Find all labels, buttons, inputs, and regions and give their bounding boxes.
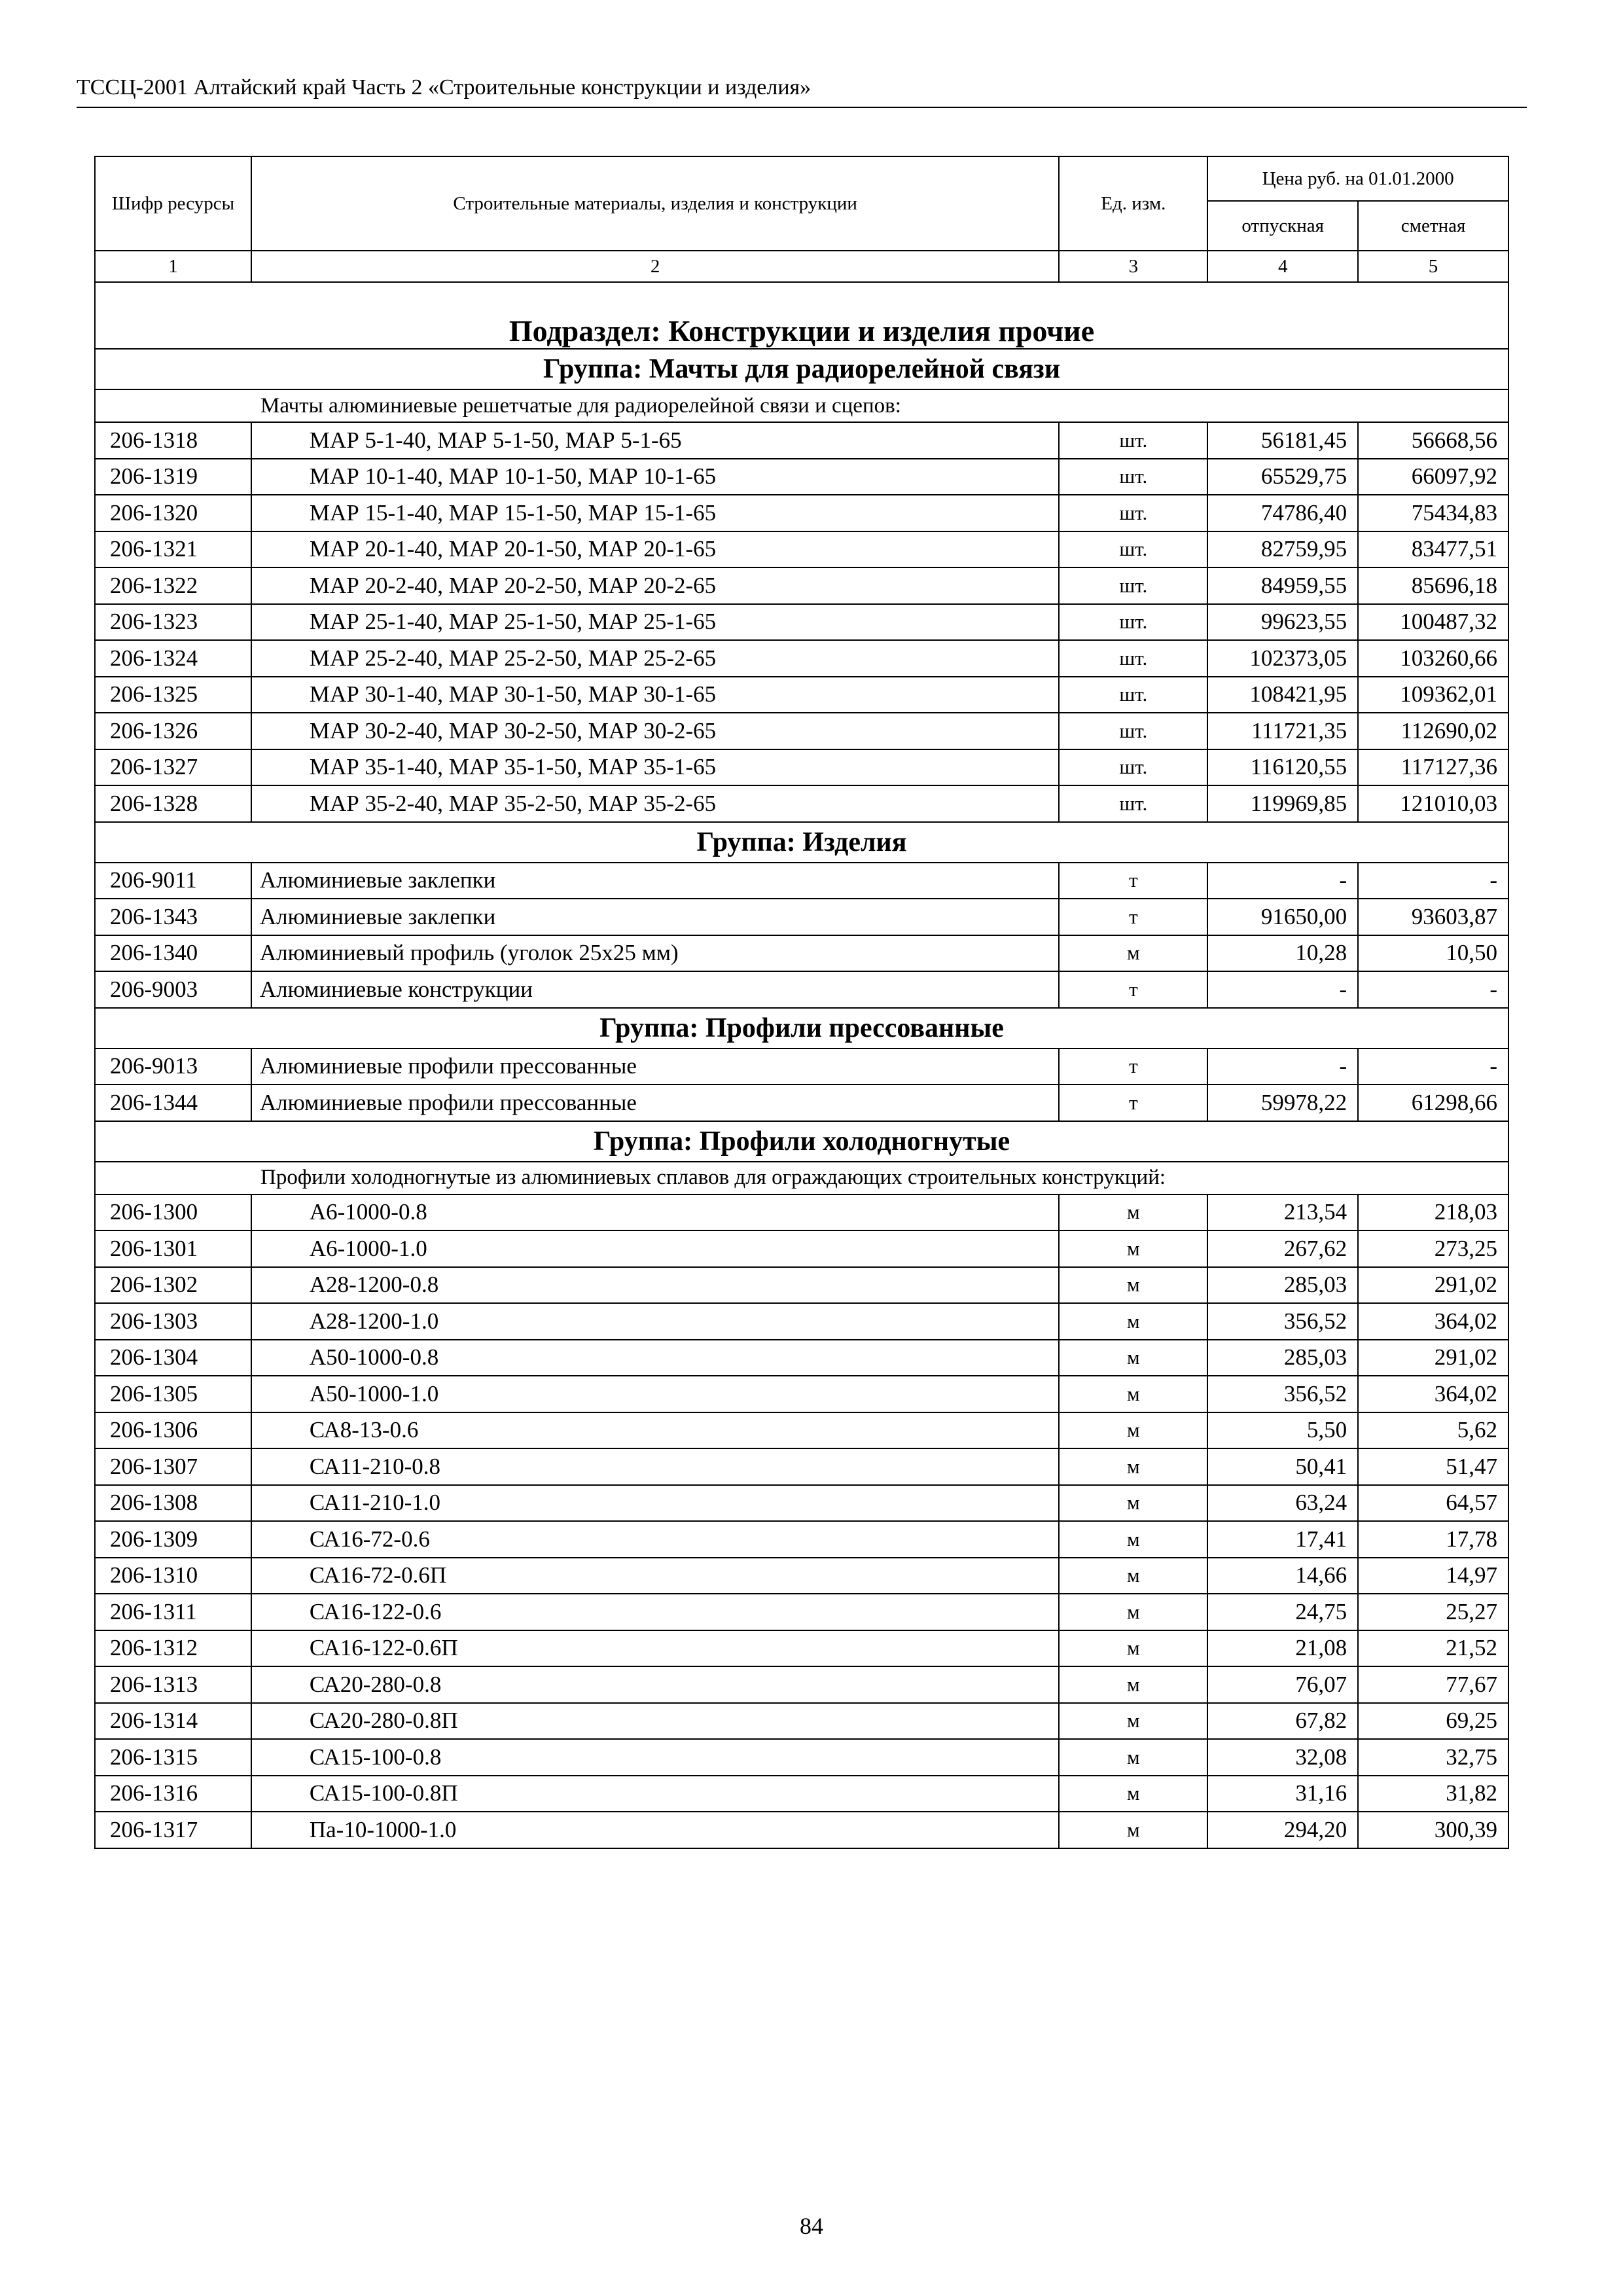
material-name: Алюминиевые заклепки bbox=[251, 863, 1060, 899]
material-name: СА8-13-0.6 bbox=[251, 1412, 1060, 1449]
table-row bbox=[95, 935, 1508, 972]
material-name: Алюминиевые заклепки bbox=[251, 899, 1060, 935]
unit-cell: т bbox=[1059, 863, 1207, 899]
resource-code: 206-1318 bbox=[95, 422, 251, 459]
unit-cell: т bbox=[1059, 1049, 1207, 1085]
estimate-price: 112690,02 bbox=[1358, 713, 1508, 749]
table-row bbox=[95, 1049, 1508, 1085]
estimate-price: 364,02 bbox=[1358, 1303, 1508, 1340]
resource-code: 206-9013 bbox=[95, 1049, 251, 1085]
release-price: 63,24 bbox=[1207, 1485, 1358, 1522]
col-price-header: Цена руб. на 01.01.2000 bbox=[1207, 156, 1508, 201]
release-price: 32,08 bbox=[1207, 1739, 1358, 1776]
estimate-price: 291,02 bbox=[1358, 1340, 1508, 1376]
table-row bbox=[95, 1776, 1508, 1812]
estimate-price: 31,82 bbox=[1358, 1776, 1508, 1812]
resource-code: 206-1300 bbox=[95, 1194, 251, 1231]
table-row bbox=[95, 749, 1508, 786]
estimate-price: 56668,56 bbox=[1358, 422, 1508, 459]
resource-code: 206-1308 bbox=[95, 1485, 251, 1522]
table-row bbox=[95, 459, 1508, 495]
resource-code: 206-1316 bbox=[95, 1776, 251, 1812]
resource-code: 206-1321 bbox=[95, 531, 251, 568]
material-name: МАР 20-2-40, МАР 20-2-50, МАР 20-2-65 bbox=[251, 567, 1060, 604]
material-name: А28-1200-1.0 bbox=[251, 1303, 1060, 1340]
unit-cell: м bbox=[1059, 1194, 1207, 1231]
table-row bbox=[95, 604, 1508, 641]
unit-cell: м bbox=[1059, 935, 1207, 972]
estimate-price: - bbox=[1358, 971, 1508, 1008]
group-note: Мачты алюминиевые решетчатые для радиорелейной связи и сцепов: bbox=[95, 389, 1508, 422]
resource-code: 206-1303 bbox=[95, 1303, 251, 1340]
resource-code: 206-1319 bbox=[95, 459, 251, 495]
material-name: Па-10-1000-1.0 bbox=[251, 1812, 1060, 1848]
resource-code: 206-1326 bbox=[95, 713, 251, 749]
col-code-header: Шифр ресурсы bbox=[95, 156, 251, 251]
table-row bbox=[95, 531, 1508, 568]
estimate-price: 300,39 bbox=[1358, 1812, 1508, 1848]
unit-cell: шт. bbox=[1059, 604, 1207, 641]
release-price: 102373,05 bbox=[1207, 640, 1358, 677]
release-price: 65529,75 bbox=[1207, 459, 1358, 495]
group-title: Группа: Мачты для радиорелейной связи bbox=[95, 349, 1508, 389]
material-name: А50-1000-1.0 bbox=[251, 1376, 1060, 1412]
table-row bbox=[95, 1630, 1508, 1667]
estimate-price: 364,02 bbox=[1358, 1376, 1508, 1412]
table-row bbox=[95, 1812, 1508, 1848]
estimate-price: 83477,51 bbox=[1358, 531, 1508, 568]
unit-cell: м bbox=[1059, 1376, 1207, 1412]
material-name: СА16-122-0.6 bbox=[251, 1594, 1060, 1630]
estimate-price: 273,25 bbox=[1358, 1230, 1508, 1267]
table-row bbox=[95, 863, 1508, 899]
table-row bbox=[95, 495, 1508, 531]
col-release-header: отпускная bbox=[1207, 201, 1358, 251]
material-name: СА11-210-1.0 bbox=[251, 1485, 1060, 1522]
estimate-price: 32,75 bbox=[1358, 1739, 1508, 1776]
resource-code: 206-1302 bbox=[95, 1267, 251, 1304]
table-row bbox=[95, 1376, 1508, 1412]
resource-code: 206-1307 bbox=[95, 1448, 251, 1485]
estimate-price: 17,78 bbox=[1358, 1521, 1508, 1558]
header-rule bbox=[77, 107, 1527, 108]
material-name: МАР 5-1-40, МАР 5-1-50, МАР 5-1-65 bbox=[251, 422, 1060, 459]
release-price: 74786,40 bbox=[1207, 495, 1358, 531]
release-price: 82759,95 bbox=[1207, 531, 1358, 568]
estimate-price: 77,67 bbox=[1358, 1666, 1508, 1703]
release-price: 356,52 bbox=[1207, 1303, 1358, 1340]
unit-cell: м bbox=[1059, 1230, 1207, 1267]
resource-code: 206-1310 bbox=[95, 1558, 251, 1594]
estimate-price: 21,52 bbox=[1358, 1630, 1508, 1667]
group-note: Профили холодногнутые из алюминиевых сплавов для ограждающих строительных конструкций: bbox=[95, 1162, 1508, 1194]
release-price: 67,82 bbox=[1207, 1703, 1358, 1740]
material-name: Алюминиевые профили прессованные bbox=[251, 1085, 1060, 1121]
material-name: СА16-122-0.6П bbox=[251, 1630, 1060, 1667]
resource-code: 206-1301 bbox=[95, 1230, 251, 1267]
unit-cell: м bbox=[1059, 1521, 1207, 1558]
unit-cell: м bbox=[1059, 1703, 1207, 1740]
table-row bbox=[95, 1267, 1508, 1304]
table-body bbox=[95, 282, 1508, 1848]
resource-code: 206-1320 bbox=[95, 495, 251, 531]
col-number-1: 1 bbox=[95, 251, 251, 282]
subsection-title: Подраздел: Конструкции и изделия прочие bbox=[95, 282, 1508, 349]
page-header: ТССЦ-2001 Алтайский край Часть 2 «Строительные конструкции и изделия» bbox=[77, 75, 812, 99]
estimate-price: 75434,83 bbox=[1358, 495, 1508, 531]
resource-code: 206-1323 bbox=[95, 604, 251, 641]
resource-code: 206-1327 bbox=[95, 749, 251, 786]
resource-code: 206-1340 bbox=[95, 935, 251, 972]
unit-cell: т bbox=[1059, 1085, 1207, 1121]
unit-cell: м bbox=[1059, 1812, 1207, 1848]
unit-cell: м bbox=[1059, 1630, 1207, 1667]
material-name: МАР 35-1-40, МАР 35-1-50, МАР 35-1-65 bbox=[251, 749, 1060, 786]
material-name: СА16-72-0.6 bbox=[251, 1521, 1060, 1558]
col-unit-header: Ед. изм. bbox=[1059, 156, 1207, 251]
unit-cell: т bbox=[1059, 971, 1207, 1008]
unit-cell: шт. bbox=[1059, 677, 1207, 713]
release-price: 59978,22 bbox=[1207, 1085, 1358, 1121]
release-price: 213,54 bbox=[1207, 1194, 1358, 1231]
group-title: Группа: Профили прессованные bbox=[95, 1008, 1508, 1049]
estimate-price: 5,62 bbox=[1358, 1412, 1508, 1449]
estimate-price: - bbox=[1358, 1049, 1508, 1085]
estimate-price: 66097,92 bbox=[1358, 459, 1508, 495]
unit-cell: м bbox=[1059, 1303, 1207, 1340]
table-row bbox=[95, 1703, 1508, 1740]
release-price: 5,50 bbox=[1207, 1412, 1358, 1449]
material-name: МАР 25-2-40, МАР 25-2-50, МАР 25-2-65 bbox=[251, 640, 1060, 677]
release-price: 285,03 bbox=[1207, 1267, 1358, 1304]
release-price: 21,08 bbox=[1207, 1630, 1358, 1667]
unit-cell: м bbox=[1059, 1412, 1207, 1449]
col-name-header: Строительные материалы, изделия и конструкции bbox=[251, 156, 1060, 251]
estimate-price: 100487,32 bbox=[1358, 604, 1508, 641]
estimate-price: 291,02 bbox=[1358, 1267, 1508, 1304]
table-row bbox=[95, 1666, 1508, 1703]
unit-cell: м bbox=[1059, 1448, 1207, 1485]
estimate-price: 69,25 bbox=[1358, 1703, 1508, 1740]
release-price: - bbox=[1207, 863, 1358, 899]
estimate-price: 10,50 bbox=[1358, 935, 1508, 972]
unit-cell: м bbox=[1059, 1739, 1207, 1776]
unit-cell: шт. bbox=[1059, 567, 1207, 604]
release-price: - bbox=[1207, 1049, 1358, 1085]
table-row bbox=[95, 785, 1508, 822]
unit-cell: м bbox=[1059, 1267, 1207, 1304]
material-name: МАР 20-1-40, МАР 20-1-50, МАР 20-1-65 bbox=[251, 531, 1060, 568]
material-name: СА15-100-0.8 bbox=[251, 1739, 1060, 1776]
unit-cell: шт. bbox=[1059, 640, 1207, 677]
material-name: Алюминиевый профиль (уголок 25х25 мм) bbox=[251, 935, 1060, 972]
material-name: СА16-72-0.6П bbox=[251, 1558, 1060, 1594]
resource-code: 206-1313 bbox=[95, 1666, 251, 1703]
material-name: МАР 35-2-40, МАР 35-2-50, МАР 35-2-65 bbox=[251, 785, 1060, 822]
estimate-price: 64,57 bbox=[1358, 1485, 1508, 1522]
resource-code: 206-1304 bbox=[95, 1340, 251, 1376]
group-title: Группа: Профили холодногнутые bbox=[95, 1121, 1508, 1162]
material-name: Алюминиевые профили прессованные bbox=[251, 1049, 1060, 1085]
release-price: 294,20 bbox=[1207, 1812, 1358, 1848]
estimate-price: 61298,66 bbox=[1358, 1085, 1508, 1121]
unit-cell: м bbox=[1059, 1776, 1207, 1812]
table-row bbox=[95, 1194, 1508, 1231]
table-row bbox=[95, 1340, 1508, 1376]
unit-cell: т bbox=[1059, 899, 1207, 935]
unit-cell: шт. bbox=[1059, 422, 1207, 459]
release-price: 111721,35 bbox=[1207, 713, 1358, 749]
material-name: МАР 30-1-40, МАР 30-1-50, МАР 30-1-65 bbox=[251, 677, 1060, 713]
table-row bbox=[95, 1521, 1508, 1558]
table-row bbox=[95, 1594, 1508, 1630]
estimate-price: 51,47 bbox=[1358, 1448, 1508, 1485]
unit-cell: шт. bbox=[1059, 785, 1207, 822]
table-row bbox=[95, 1412, 1508, 1449]
table-row bbox=[95, 971, 1508, 1008]
unit-cell: м bbox=[1059, 1558, 1207, 1594]
estimate-price: 109362,01 bbox=[1358, 677, 1508, 713]
resource-code: 206-1325 bbox=[95, 677, 251, 713]
table-row bbox=[95, 1230, 1508, 1267]
resource-code: 206-9011 bbox=[95, 863, 251, 899]
table-row bbox=[95, 1485, 1508, 1522]
release-price: 267,62 bbox=[1207, 1230, 1358, 1267]
resource-code: 206-1314 bbox=[95, 1703, 251, 1740]
resource-code: 206-1309 bbox=[95, 1521, 251, 1558]
table-row bbox=[95, 640, 1508, 677]
material-name: А28-1200-0.8 bbox=[251, 1267, 1060, 1304]
release-price: 84959,55 bbox=[1207, 567, 1358, 604]
material-name: СА15-100-0.8П bbox=[251, 1776, 1060, 1812]
col-number-5: 5 bbox=[1358, 251, 1508, 282]
resource-code: 206-1312 bbox=[95, 1630, 251, 1667]
release-price: 24,75 bbox=[1207, 1594, 1358, 1630]
table-row bbox=[95, 677, 1508, 713]
release-price: - bbox=[1207, 971, 1358, 1008]
resource-code: 206-1315 bbox=[95, 1739, 251, 1776]
release-price: 356,52 bbox=[1207, 1376, 1358, 1412]
release-price: 99623,55 bbox=[1207, 604, 1358, 641]
col-number-4: 4 bbox=[1207, 251, 1358, 282]
release-price: 10,28 bbox=[1207, 935, 1358, 972]
material-name: А6-1000-0.8 bbox=[251, 1194, 1060, 1231]
table-row bbox=[95, 567, 1508, 604]
estimate-price: - bbox=[1358, 863, 1508, 899]
release-price: 76,07 bbox=[1207, 1666, 1358, 1703]
estimate-price: 14,97 bbox=[1358, 1558, 1508, 1594]
table-row bbox=[95, 422, 1508, 459]
unit-cell: шт. bbox=[1059, 459, 1207, 495]
table-row bbox=[95, 1739, 1508, 1776]
material-name: МАР 25-1-40, МАР 25-1-50, МАР 25-1-65 bbox=[251, 604, 1060, 641]
material-name: МАР 15-1-40, МАР 15-1-50, МАР 15-1-65 bbox=[251, 495, 1060, 531]
material-name: СА20-280-0.8П bbox=[251, 1703, 1060, 1740]
resource-code: 206-1324 bbox=[95, 640, 251, 677]
release-price: 116120,55 bbox=[1207, 749, 1358, 786]
release-price: 17,41 bbox=[1207, 1521, 1358, 1558]
unit-cell: м bbox=[1059, 1340, 1207, 1376]
resource-code: 206-1305 bbox=[95, 1376, 251, 1412]
table-row bbox=[95, 1448, 1508, 1485]
col-number-3: 3 bbox=[1059, 251, 1207, 282]
unit-cell: м bbox=[1059, 1666, 1207, 1703]
release-price: 50,41 bbox=[1207, 1448, 1358, 1485]
col-number-2: 2 bbox=[251, 251, 1060, 282]
release-price: 108421,95 bbox=[1207, 677, 1358, 713]
material-name: СА20-280-0.8 bbox=[251, 1666, 1060, 1703]
table-row bbox=[95, 1303, 1508, 1340]
material-name: А50-1000-0.8 bbox=[251, 1340, 1060, 1376]
resource-code: 206-1306 bbox=[95, 1412, 251, 1449]
table-row bbox=[95, 1558, 1508, 1594]
resource-code: 206-1344 bbox=[95, 1085, 251, 1121]
group-title: Группа: Изделия bbox=[95, 822, 1508, 863]
estimate-price: 121010,03 bbox=[1358, 785, 1508, 822]
estimate-price: 25,27 bbox=[1358, 1594, 1508, 1630]
resource-code: 206-1322 bbox=[95, 567, 251, 604]
price-table bbox=[94, 156, 1509, 1849]
unit-cell: шт. bbox=[1059, 495, 1207, 531]
page-number: 84 bbox=[800, 2213, 823, 2239]
unit-cell: шт. bbox=[1059, 749, 1207, 786]
unit-cell: м bbox=[1059, 1594, 1207, 1630]
table-row bbox=[95, 899, 1508, 935]
material-name: МАР 10-1-40, МАР 10-1-50, МАР 10-1-65 bbox=[251, 459, 1060, 495]
table-head bbox=[95, 156, 1508, 282]
material-name: А6-1000-1.0 bbox=[251, 1230, 1060, 1267]
release-price: 31,16 bbox=[1207, 1776, 1358, 1812]
release-price: 91650,00 bbox=[1207, 899, 1358, 935]
resource-code: 206-1311 bbox=[95, 1594, 251, 1630]
unit-cell: шт. bbox=[1059, 713, 1207, 749]
release-price: 285,03 bbox=[1207, 1340, 1358, 1376]
estimate-price: 93603,87 bbox=[1358, 899, 1508, 935]
estimate-price: 85696,18 bbox=[1358, 567, 1508, 604]
unit-cell: м bbox=[1059, 1485, 1207, 1522]
table-row bbox=[95, 1085, 1508, 1121]
resource-code: 206-1343 bbox=[95, 899, 251, 935]
resource-code: 206-1317 bbox=[95, 1812, 251, 1848]
table-row bbox=[95, 713, 1508, 749]
material-name: Алюминиевые конструкции bbox=[251, 971, 1060, 1008]
resource-code: 206-1328 bbox=[95, 785, 251, 822]
material-name: МАР 30-2-40, МАР 30-2-50, МАР 30-2-65 bbox=[251, 713, 1060, 749]
release-price: 119969,85 bbox=[1207, 785, 1358, 822]
unit-cell: шт. bbox=[1059, 531, 1207, 568]
release-price: 14,66 bbox=[1207, 1558, 1358, 1594]
estimate-price: 218,03 bbox=[1358, 1194, 1508, 1231]
col-estimate-header: сметная bbox=[1358, 201, 1508, 251]
release-price: 56181,45 bbox=[1207, 422, 1358, 459]
material-name: СА11-210-0.8 bbox=[251, 1448, 1060, 1485]
estimate-price: 103260,66 bbox=[1358, 640, 1508, 677]
resource-code: 206-9003 bbox=[95, 971, 251, 1008]
estimate-price: 117127,36 bbox=[1358, 749, 1508, 786]
